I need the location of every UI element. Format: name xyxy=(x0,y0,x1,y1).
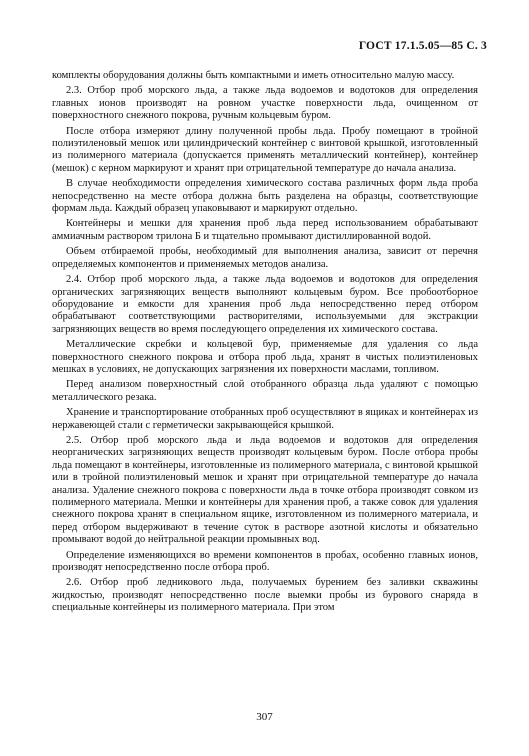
paragraph: Металлические скребки и кольцевой бур, применяемые для удаления со льда поверхностного снежного покрова и отбора проб льда, хранят в чистых полиэтиленовых мешках в условиях, не допускающих загрязнения их поверхности маслами, топливом. xyxy=(52,339,478,375)
paragraph: Хранение и транспортирование отобранных проб осуществляют в ящиках и контейнерах из нержавеющей стали с герметически закрывающейся крышкой. xyxy=(52,407,478,431)
paragraph: Перед анализом поверхностный слой отобранного образца льда удаляют с помощью металлического резака. xyxy=(52,379,478,403)
paragraph: Контейнеры и мешки для хранения проб льда перед использованием обрабатывают аммиачным раствором трилона Б и тщательно промывают дистиллированной водой. xyxy=(52,218,478,242)
paragraph: Определение изменяющихся во времени компонентов в пробах, особенно главных ионов, производят непосредственно после отбора проб. xyxy=(52,549,478,574)
paragraph: После отбора измеряют длину полученной пробы льда. Пробу помещают в тройной полиэтиленовый мешок или цилиндрический контейнер с винтовой крышкой, изготовленный из полимерного материала (допускается применять металлический контейнер), контейнер (мешок) с керном маркируют и хранят при отрицательной температуре до начала анализа. xyxy=(52,125,478,174)
paragraph: 2.6. Отбор проб ледникового льда, получаемых бурением без заливки скважины жидкостью, производят непосредственно после выемки пробы из бурового снаряда в специальные контейнеры из полимерного материала. При этом xyxy=(52,577,478,614)
page-number: 307 xyxy=(256,711,273,723)
paragraph: комплекты оборудования должны быть компактными и иметь относительно малую массу. xyxy=(52,70,455,81)
paragraph: Объем отбираемой пробы, необходимый для выполнения анализа, зависит от перечня определяемых компонентов и применяемых методов анализа. xyxy=(52,246,478,270)
document-body xyxy=(52,70,478,618)
paragraph: 2.3. Отбор проб морского льда, а также льда водоемов и водотоков для определения главных ионов производят на ровном участке поверхности льда, очищенном от поверхностного снежного покрова, ручным кольцевым буром. xyxy=(52,85,478,122)
paragraph: 2.5. Отбор проб морского льда и льда водоемов и водотоков для определения неорганических загрязняющих веществ производят кольцевым буром. После отбора пробы льда помещают в контейнеры, изготовленные из полимерного материала, с винтовой крышкой или в тройной полиэтиленовый мешок и хранят при отрицательной температуре до начала анализа. Удаление снежного покрова с поверхности льда в точке отбора производят совком из полимерного материала. Мешки и контейнеры для хранения проб, а также совок для удаления снежного покрова хранят в специальном ящике, изготовленном из полимерного материала, и перед отбором выдерживают в течение суток в растворе азотной кислоты и обязательно промывают водой до нейтральной реакции промывных вод. xyxy=(52,434,478,546)
paragraph: 2.4. Отбор проб морского льда, а также льда водоемов и водотоков для определения органических загрязняющих веществ выполняют кольцевым буром. Все пробоотборное оборудование и емкости для хранения проб льда непосредственно перед отбором обрабатывают соответствующими растворителями, используемыми для экстракции загрязняющих веществ во время последующего определения их химического состава. xyxy=(52,274,478,335)
paragraph: В случае необходимости определения химического состава различных форм льда проба непосредственно на месте отбора должна быть разделена на образцы, соответствующие формам льда. Каждый образец упаковывают и маркируют отдельно. xyxy=(52,178,478,215)
page-header: ГОСТ 17.1.5.05—85 С. 3 xyxy=(358,40,487,52)
